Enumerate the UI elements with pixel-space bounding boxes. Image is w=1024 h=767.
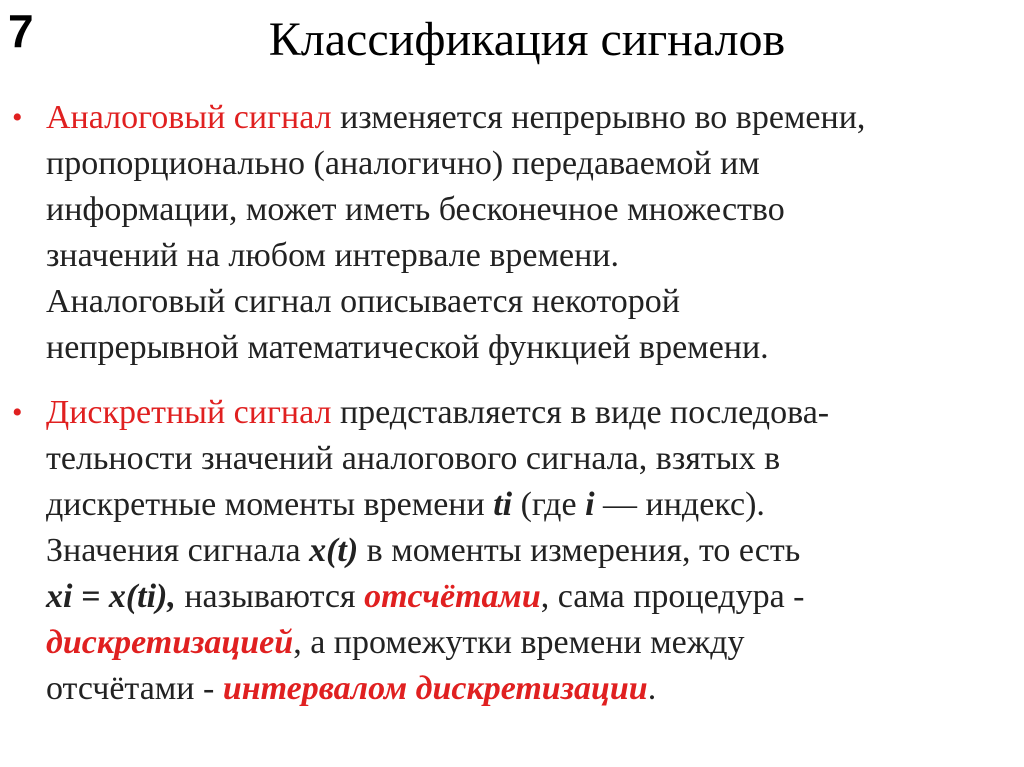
text-segment: представляется в виде последова- — [331, 394, 830, 431]
text-line: значений на любом интервале времени. — [46, 237, 619, 274]
text-segment: , а промежутки времени между — [293, 624, 745, 661]
text-line — [46, 390, 829, 436]
text-segment: изменяется непрерывно во времени, — [331, 99, 866, 136]
text-segment: , сама процедура - — [540, 578, 805, 615]
math-formula: xi = x(ti), — [46, 578, 176, 615]
term-samples: отсчётами — [364, 578, 541, 615]
bullet-icon: • — [12, 101, 23, 134]
text-line: информации, может иметь бесконечное множество — [46, 191, 785, 228]
math-ti: ti — [493, 486, 513, 523]
slide-title: Классификация сигналов — [268, 13, 786, 66]
text-line: Аналоговый сигнал описывается некоторой — [46, 283, 680, 320]
text-line — [46, 95, 865, 141]
text-line: тельности значений аналогового сигнала, взятых в — [46, 440, 781, 477]
bullet-icon: • — [12, 396, 23, 429]
term-sampling-interval: интервалом дискретизации — [222, 670, 648, 707]
text-segment: отсчётами - — [46, 670, 223, 707]
text-segment: — индекс). — [594, 486, 765, 523]
text-line — [46, 620, 829, 666]
text-line — [46, 528, 829, 574]
text-segment: . — [647, 670, 657, 707]
text-segment: называются — [175, 578, 365, 615]
text-line: пропорционально (аналогично) передаваемой им — [46, 145, 760, 182]
bullet-text — [46, 390, 829, 712]
text-segment: дискретные моменты времени — [46, 486, 494, 523]
term-discrete-signal: Дискретный сигнал — [46, 394, 332, 431]
text-line — [46, 574, 829, 620]
term-analog-signal: Аналоговый сигнал — [46, 99, 332, 136]
text-line — [46, 666, 829, 712]
text-segment: Значения сигнала — [46, 532, 310, 569]
text-segment: в моменты измерения, то есть — [358, 532, 801, 569]
text-segment: (где — [512, 486, 586, 523]
slide-number: 7 — [8, 5, 34, 57]
text-line: непрерывной математической функцией времени. — [46, 329, 769, 366]
text-line — [46, 482, 829, 528]
bullet-text — [46, 95, 865, 371]
math-i: i — [585, 486, 595, 523]
term-discretization: дискретизацией — [46, 624, 294, 661]
math-xt: x(t) — [309, 532, 359, 569]
